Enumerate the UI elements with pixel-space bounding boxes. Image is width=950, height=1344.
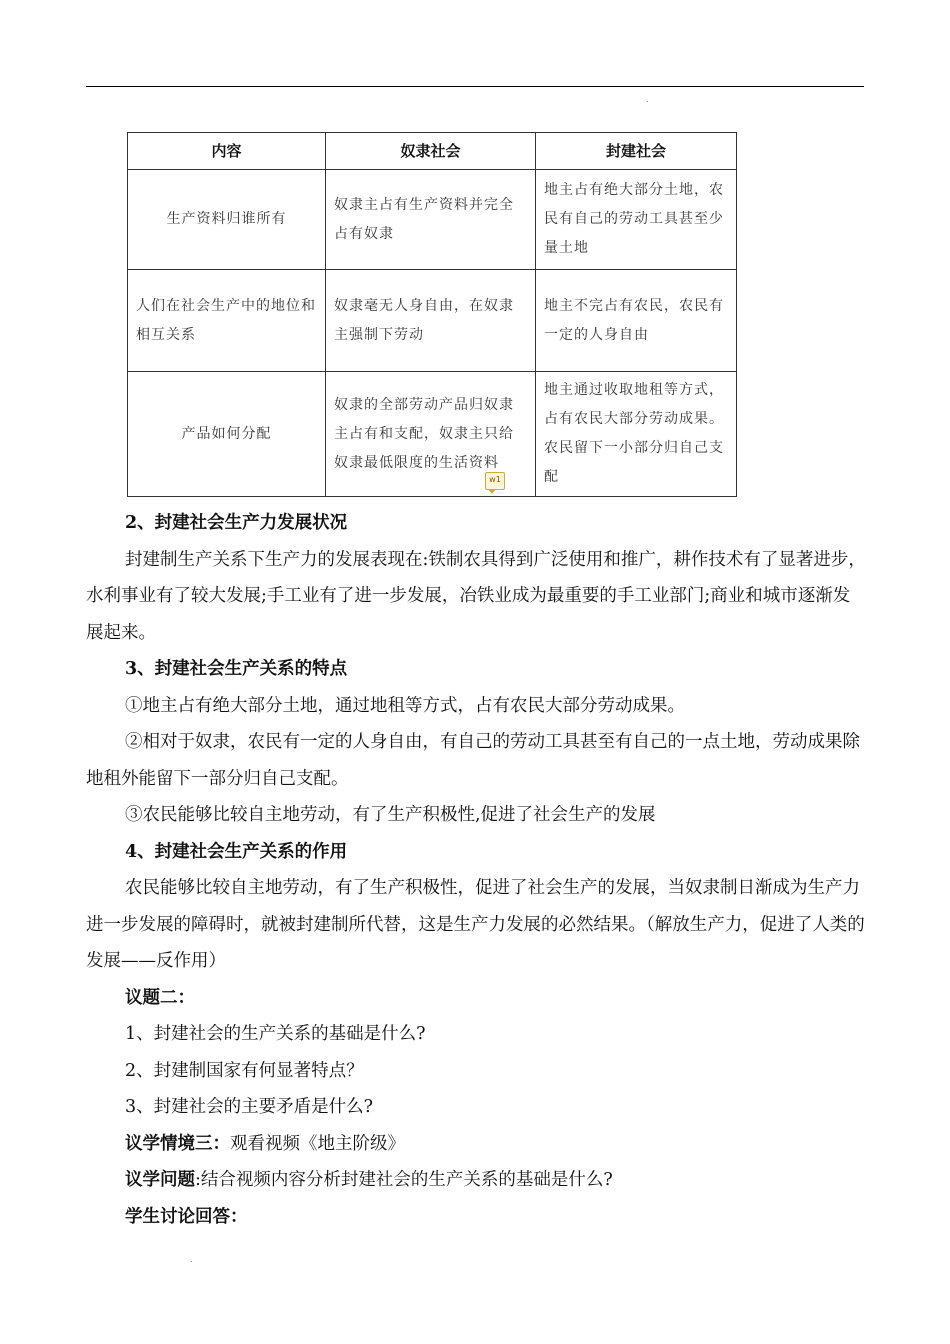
section-3-point-2: ②相对于奴隶，农民有一定的人身自由，有自己的劳动工具甚至有自己的一点土地，劳动成果除地租外能留下一部分归自己支配。 — [86, 732, 860, 789]
scene-3 — [86, 1126, 866, 1163]
table-row — [128, 372, 737, 497]
header-dot: . — [646, 95, 649, 104]
header-content: 内容 — [128, 133, 326, 170]
topic-2-question-1: 1、封建社会的生产关系的基础是什么? — [125, 1024, 426, 1044]
table-row — [128, 170, 737, 270]
row-slave: 奴隶主占有生产资料并完全占有奴隶 — [326, 170, 536, 270]
topic-2-title: 议题二： — [125, 987, 195, 1008]
comment-marker-icon[interactable]: w1 — [485, 472, 505, 490]
comparison-table — [127, 132, 737, 497]
row-slave-cell — [326, 372, 536, 497]
row-content: 生产资料归谁所有 — [128, 170, 326, 270]
scene-3-label: 议学情境三： — [125, 1133, 230, 1154]
row-content: 人们在社会生产中的地位和相互关系 — [128, 270, 326, 372]
table-header-row — [128, 133, 737, 170]
discussion-question — [86, 1162, 866, 1199]
section-3-title: 3、封建社会生产关系的特点 — [125, 659, 348, 679]
question-label: 议学问题 — [125, 1170, 195, 1190]
topic-2-question-3: 3、封建社会的主要矛盾是什么? — [125, 1097, 374, 1117]
scene-3-text: 观看视频《地主阶级》 — [230, 1133, 405, 1154]
header-feudal-society: 封建社会 — [536, 133, 737, 170]
topic-2-question-2: 2、封建制国家有何显著特点？ — [125, 1060, 364, 1081]
section-4-title: 4、封建社会生产关系的作用 — [125, 841, 348, 862]
header-rule — [86, 86, 864, 87]
section-4-body: 农民能够比较自主地劳动，有了生产积极性，促进了社会生产的发展，当奴隶制日渐成为生产力进一步发展的障碍时，就被封建制所代替，这是生产力发展的必然结果。（解放生产力，促进了人类的发展——反作用） — [86, 878, 865, 971]
footer-dot: . — [190, 1255, 193, 1264]
section-2-title: 2、封建社会生产力发展状况 — [125, 513, 348, 533]
row-slave: 奴隶的全部劳动产品归奴隶主占有和支配，奴隶主只给奴隶最低限度的生活资料 — [334, 396, 514, 471]
table-row — [128, 270, 737, 372]
discussion-label: 学生讨论回答： — [125, 1206, 248, 1227]
section-3-point-3: ③农民能够比较自主地劳动，有了生产积极性,促进了社会生产的发展 — [125, 805, 656, 825]
row-content: 产品如何分配 — [128, 372, 326, 497]
row-feudal: 地主通过收取地租等方式，占有农民大部分劳动成果。农民留下一小部分归自己支配 — [536, 372, 737, 497]
document-body — [86, 505, 866, 1235]
section-2-body: 封建制生产关系下生产力的发展表现在:铁制农具得到广泛使用和推广，耕作技术有了显著进步，水利事业有了较大发展;手工业有了进一步发展，冶铁业成为最重要的手工业部门;商业和城市逐渐发展起来。 — [86, 549, 866, 643]
row-slave: 奴隶毫无人身自由，在奴隶主强制下劳动 — [326, 270, 536, 372]
question-text: :结合视频内容分析封建社会的生产关系的基础是什么? — [195, 1170, 613, 1190]
header-slave-society: 奴隶社会 — [326, 133, 536, 170]
section-3-point-1: ①地主占有绝大部分土地，通过地租等方式，占有农民大部分劳动成果。 — [125, 695, 685, 716]
row-feudal: 地主不完占有农民，农民有一定的人身自由 — [536, 270, 737, 372]
row-feudal: 地主占有绝大部分土地，农民有自己的劳动工具甚至少量土地 — [536, 170, 737, 270]
